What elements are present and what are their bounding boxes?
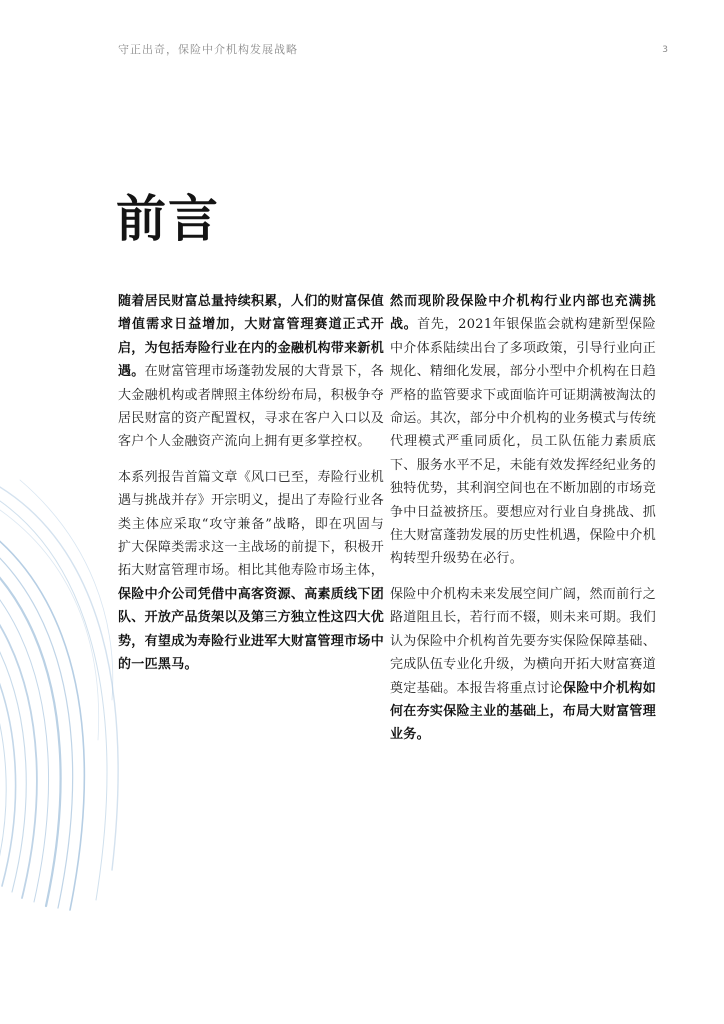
left-paragraph-2 <box>118 466 384 677</box>
right-p2-text: 保险中介机构未来发展空间广阔，然而前行之路道阻且长，若行而不辍，则未来可期。我们认为保险中介机构首先要夯实保险保障基础、完成队伍专业化升级，为横向开拓大财富赛道奠定基础。本报告将重点讨论 <box>390 586 657 696</box>
left-p2-text: 本系列报告首篇文章《风口已至，寿险行业机遇与挑战并存》开宗明义，提出了寿险行业各类主体应采取“攻守兼备”战略，即在巩固与扩大保障类需求这一主战场的前提下，积极开拓大财富管理市场。相比其他寿险市场主体， <box>118 469 385 579</box>
page-title: 前言 <box>116 189 220 248</box>
left-p1-text: 在财富管理市场蓬勃发展的大背景下，各大金融机构或者牌照主体纷纷布局，积极争夺居民财富的资产配置权，寻求在客户入口以及客户个人金融资产流向上拥有更多掌控权。 <box>118 364 385 450</box>
running-header: 守正出奇，保险中介机构发展战略 <box>118 43 298 56</box>
right-paragraph-2 <box>390 583 656 747</box>
left-p1-bold: 随着居民财富总量持续积累，人们的财富保值增值需求日益增加，大财富管理赛道正式开启，为包括寿险行业在内的金融机构带来新机遇。 <box>118 294 385 380</box>
left-column <box>118 290 384 689</box>
right-p2-bold: 保险中介机构如何在夯实保险主业的基础上，布局大财富管理业务。 <box>390 680 657 743</box>
left-paragraph-1 <box>118 290 384 454</box>
right-p1-bold: 然而现阶段保险中介机构行业内部也充满挑战。 <box>390 294 656 333</box>
right-column <box>390 290 656 759</box>
right-p1-text: 首先，2021年银保监会就构建新型保险中介体系陆续出台了多项政策，引导行业向正规化、精细化发展，部分小型中介机构在日趋严格的监管要求下或面临许可证期满被淘汰的命运。其次，部分中介机构的业务模式与传统代理模式严重同质化，员工队伍能力素质底下、服务水平不足，未能有效发挥经纪业务的独特优势，其利润空间也在不断加剧的市场竞争中日益被挤压。要想应对行业自身挑战、抓住大财富蓬勃发展的历史性机遇，保险中介机构转型升级势在必行。 <box>390 317 657 567</box>
page-number: 3 <box>662 45 668 55</box>
left-p2-bold: 保险中介公司凭借中高客资源、高素质线下团队、开放产品货架以及第三方独立性这四大优势，有望成为寿险行业进军大财富管理市场中的一匹黑马。 <box>118 586 385 673</box>
right-paragraph-1 <box>390 290 656 571</box>
